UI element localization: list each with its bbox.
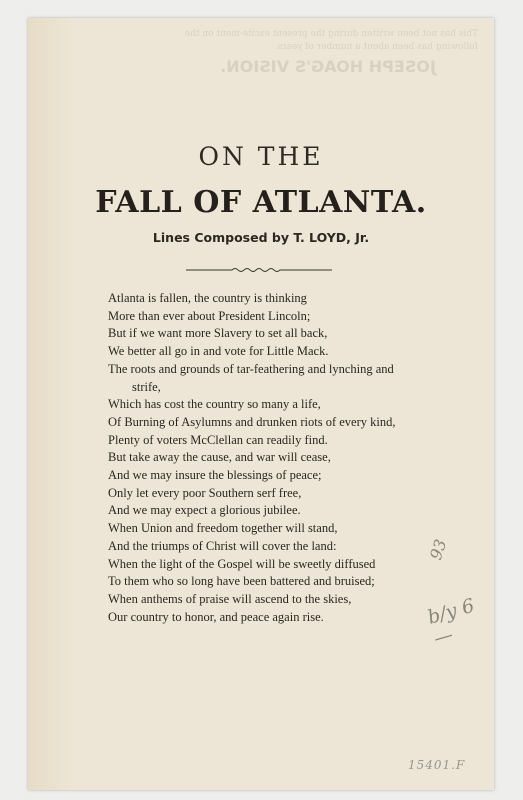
bleed-through-title: JOSEPH HOAG'S VISION. [220,57,436,76]
poem-line: Atlanta is fallen, the country is thinking [108,291,307,305]
poem-line: When anthems of praise will ascend to the skies, [108,591,352,606]
poem-line: Our country to honor, and peace again rise. [108,609,324,624]
poem-line: More than ever about President Lincoln; [108,308,311,323]
poem-line: When Union and freedom together will stand, [108,521,338,536]
ornamental-divider [186,266,332,274]
poem-line: Plenty of voters McClellan can readily find. [108,432,328,447]
poem-line: And we may insure the blessings of peace; [108,468,322,483]
poem-line: To them who so long have been battered and bruised; [108,574,375,589]
poem-line: We better all go in and vote for Little Mack. [108,344,329,359]
byline: Lines Composed by T. LOYD, Jr. [152,230,370,245]
bleed-through-text [178,28,478,81]
bleed-through-intro: This has not been written during the present excite-ment on the following has been about a number of years. [184,29,478,52]
poem-line: Only let every poor Southern serf free, [108,485,302,500]
poem-line: But if we want more Slavery to set all back, [108,326,328,341]
poem-body [108,290,468,626]
poem-line: Which has cost the country so many a life, [108,397,321,412]
poem-line: And we may expect a glorious jubilee. [108,503,301,518]
poem-line: Of Burning of Asylumns and drunken riots of every kind, [108,414,396,429]
title-line-2: FALL OF ATLANTA. [95,185,427,220]
catalog-number: 15401.F [408,758,466,772]
document-page [28,18,494,790]
poem-line: When the light of the Gospel will be sweetly diffused [108,556,376,571]
poem-line: But take away the cause, and war will cease, [108,450,331,465]
title-line-1: ON THE [198,142,324,171]
poem-line: The roots and grounds of tar-feathering and lynching and [108,361,394,376]
poem-line: And the triumps of Christ will cover the land: [108,538,337,553]
pencil-number-annotation: 93 [425,536,451,563]
poem-line: strife, [132,379,161,394]
binding-edge [28,18,74,790]
pencil-cost-annotation: b/y 6— [425,594,477,650]
